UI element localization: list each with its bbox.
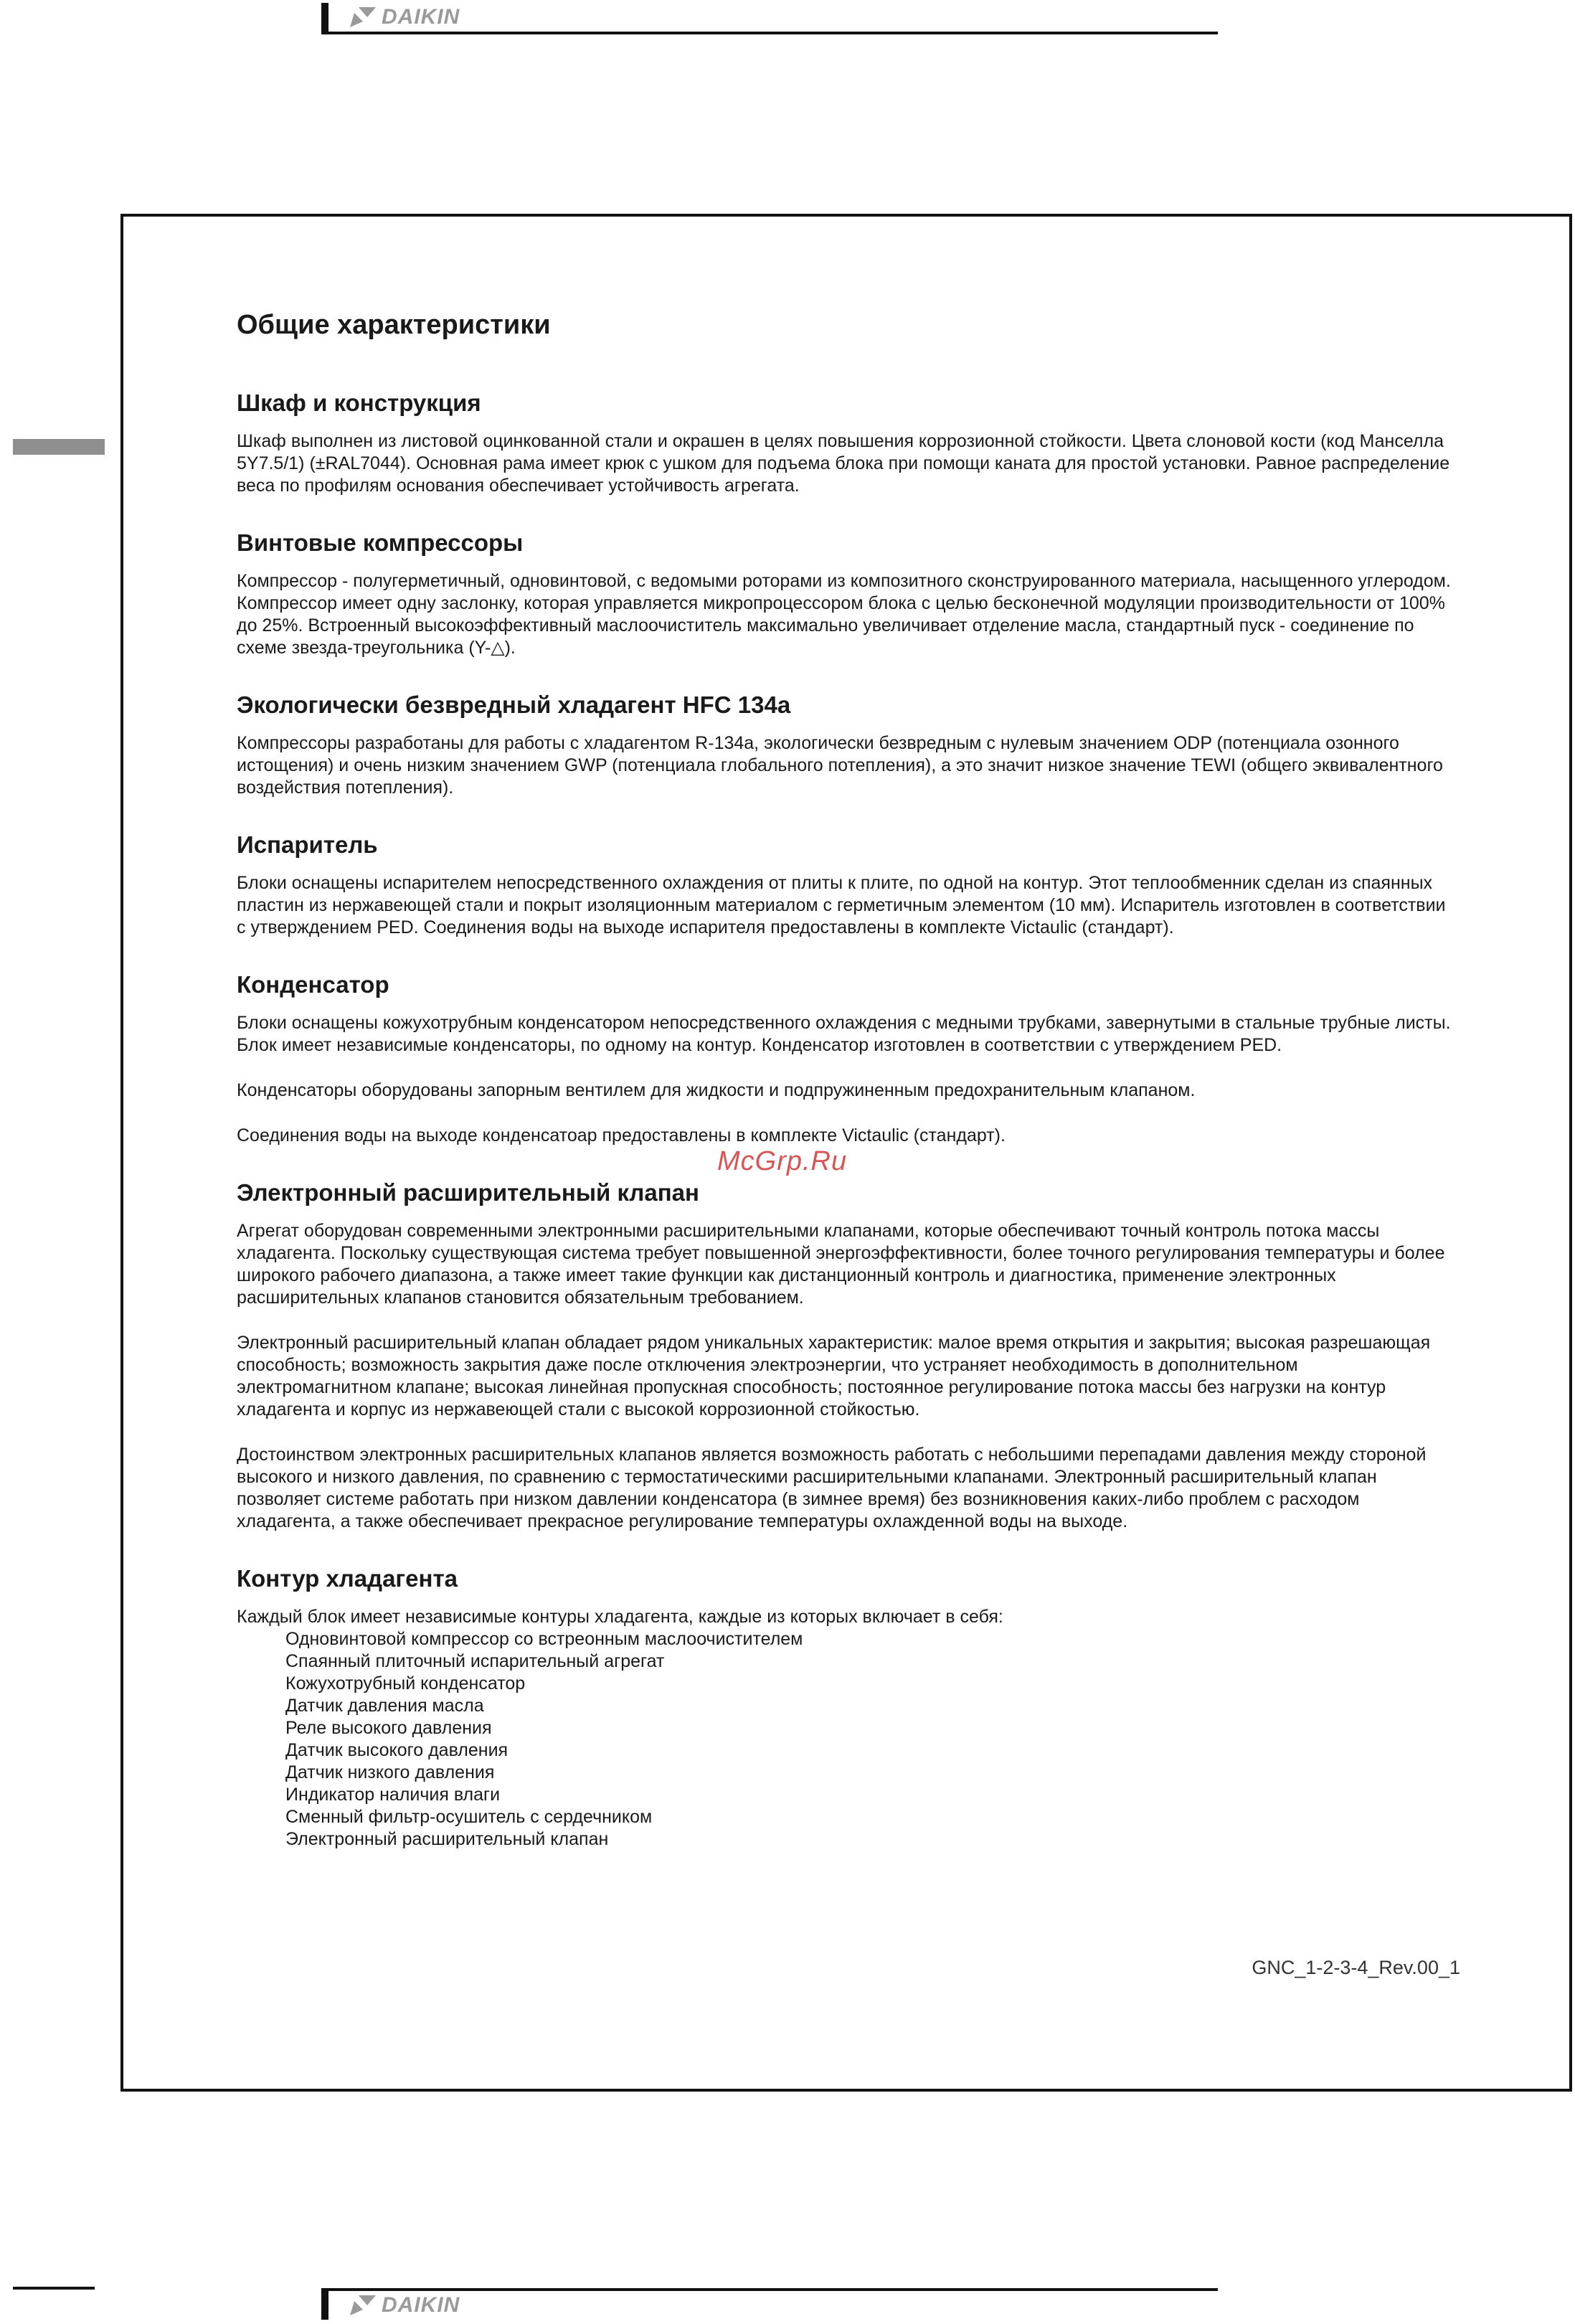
section-heading: Контур хладагента <box>237 1565 458 1592</box>
list-item: Сменный фильтр-осушитель с сердечником <box>285 1807 653 1827</box>
list-item: Кожухотрубный конденсатор <box>285 1673 526 1694</box>
list-item: Реле высокого давления <box>285 1718 492 1738</box>
list-item: Одновинтовой компрессор со встреонным маслоочистителем <box>285 1629 803 1649</box>
section-refrigerant-circuit <box>237 1564 1456 1851</box>
component-list <box>237 1628 1456 1851</box>
section-paragraph: Электронный расширительный клапан обладает рядом уникальных характеристик: малое время открытия и закрытия; высокая разрешающая способность; возможность закрытия даже после отключения электроэнергии, что устраняет необходимость в дополнительном электромагнитном клапане; высокая линейная пропускная способность; постоянное регулирование потока массы без нагрузки на контур хладагента и корпус из нержавеющей стали с высокой коррозионной стойкостью. <box>237 1333 1431 1420</box>
section-compressors <box>237 529 1456 659</box>
section-paragraph: Блоки оснащены кожухотрубным конденсатором непосредственного охлаждения с медными трубками, завернутыми в стальные трубные листы. Блок имеет независимые конденсаторы, по одному на контур. Конденсатор изготовлен в соответствии с утверждением PED. <box>237 1013 1451 1055</box>
list-item: Датчик низкого давления <box>285 1762 495 1782</box>
page-header <box>321 3 1218 34</box>
section-paragraph: Компрессоры разработаны для работы с хладагентом R-134a, экологически безвредным с нулевым значением ODP (потенциала озонного истощения) и очень низким значением GWP (потенциала глобального потепления), а это значит низкое значение TEWI (общего эквивалентного воздействия потепления). <box>237 733 1443 798</box>
section-paragraph: Шкаф выполнен из листовой оцинкованной стали и окрашен в целях повышения коррозионной стойкости. Цвета слоновой кости (код Манселла 5Y7.5/1) (±RAL7044). Основная рама имеет крюк с ушком для подъема блока при помощи каната для простой установки. Равное распределение веса по профилям основания обеспечивает устойчивость агрегата. <box>237 431 1450 496</box>
header-bar-mark <box>321 3 328 34</box>
daikin-logo <box>349 2292 460 2318</box>
section-evaporator <box>237 831 1456 939</box>
footer-bar-mark <box>321 2288 328 2320</box>
document-reference: GNC_1-2-3-4_Rev.00_1 <box>1252 1957 1460 1978</box>
side-tab-marker <box>13 439 105 455</box>
section-paragraph: Компрессор - полугерметичный, одновинтовой, с ведомыми роторами из композитного сконструированного материала, насыщенного углеродом. Компрессор имеет одну заслонку, которая управляется микропроцессором блока с целью бесконечной модуляции производительности от 100% до 25%. Встроенный высокоэффективный маслоочиститель максимально увеличивает отделение масла, стандартный пуск - соединение по схеме звезда-треугольника (Y-△). <box>237 571 1451 658</box>
section-paragraph: Каждый блок имеет независимые контуры хладагента, каждые из которых включает в себя: <box>237 1607 1003 1627</box>
section-cabinet <box>237 389 1456 497</box>
section-heading: Конденсатор <box>237 971 389 998</box>
daikin-logo <box>349 4 460 30</box>
section-refrigerant <box>237 691 1456 799</box>
list-item: Спаянный плиточный испарительный агрегат <box>285 1651 665 1671</box>
watermark: McGrp.Ru <box>717 1146 848 1176</box>
footer-left-rule <box>13 2287 95 2290</box>
section-heading: Электронный расширительный клапан <box>237 1179 699 1206</box>
footer-rule <box>328 2288 1218 2291</box>
daikin-logo-text: DAIKIN <box>382 2293 460 2317</box>
section-heading: Испаритель <box>237 831 378 858</box>
section-paragraph: Достоинством электронных расширительных клапанов является возможность работать с небольшими перепадами давления между стороной высокого и низкого давления, по сравнению с термостатическими расширительными клапанами. Электронный расширительный клапан позволяет системе работать при низком давлении конденсатора (в зимнее время) без возникновения каких-либо проблем с расходом хладагента, а также обеспечивает прекрасное регулирование температуры охлажденной воды на выходе. <box>237 1445 1427 1531</box>
section-paragraph: Соединения воды на выходе конденсатоар предоставлены в комплекте Victaulic (стандарт). <box>237 1125 1006 1146</box>
section-paragraph: Блоки оснащены испарителем непосредственного охлаждения от плиты к плите, по одной на контур. Этот теплообменник сделан из спаянных пластин из нержавеющей стали и покрыт изоляционным материалом с герметичным элементом (10 мм). Испаритель изготовлен в соответствии с утверждением PED. Соединения воды на выходе испарителя предоставлены в комплекте Victaulic (стандарт). <box>237 873 1446 937</box>
list-item: Электронный расширительный клапан <box>285 1829 609 1849</box>
section-expansion-valve <box>237 1178 1456 1533</box>
list-item: Датчик давления масла <box>285 1696 484 1716</box>
section-heading: Винтовые компрессоры <box>237 529 524 556</box>
list-item: Индикатор наличия влаги <box>285 1785 501 1805</box>
section-heading: Шкаф и конструкция <box>237 389 481 416</box>
page-title: Общие характеристики <box>237 310 551 340</box>
content-body <box>237 308 1456 1851</box>
header-rule <box>328 32 1218 34</box>
section-condenser <box>237 970 1456 1147</box>
list-item: Датчик высокого давления <box>285 1740 509 1760</box>
daikin-logo-icon <box>349 2294 377 2317</box>
daikin-logo-icon <box>349 6 377 29</box>
daikin-logo-text: DAIKIN <box>382 5 460 29</box>
section-heading: Экологически безвредный хладагент HFC 134a <box>237 691 791 718</box>
section-paragraph: Конденсаторы оборудованы запорным вентилем для жидкости и подпружиненным предохранительным клапаном. <box>237 1080 1196 1100</box>
section-paragraph: Агрегат оборудован современными электронными расширительными клапанами, которые обеспечивают точный контроль потока массы хладагента. Поскольку существующая система требует повышенной энергоэффективности, более точного регулирования температуры и более широкого рабочего диапазона, а также имеет такие функции как дистанционный контроль и диагностика, применение электронных расширительных клапанов становится обязательным требованием. <box>237 1221 1445 1308</box>
page-footer <box>321 2288 1218 2320</box>
